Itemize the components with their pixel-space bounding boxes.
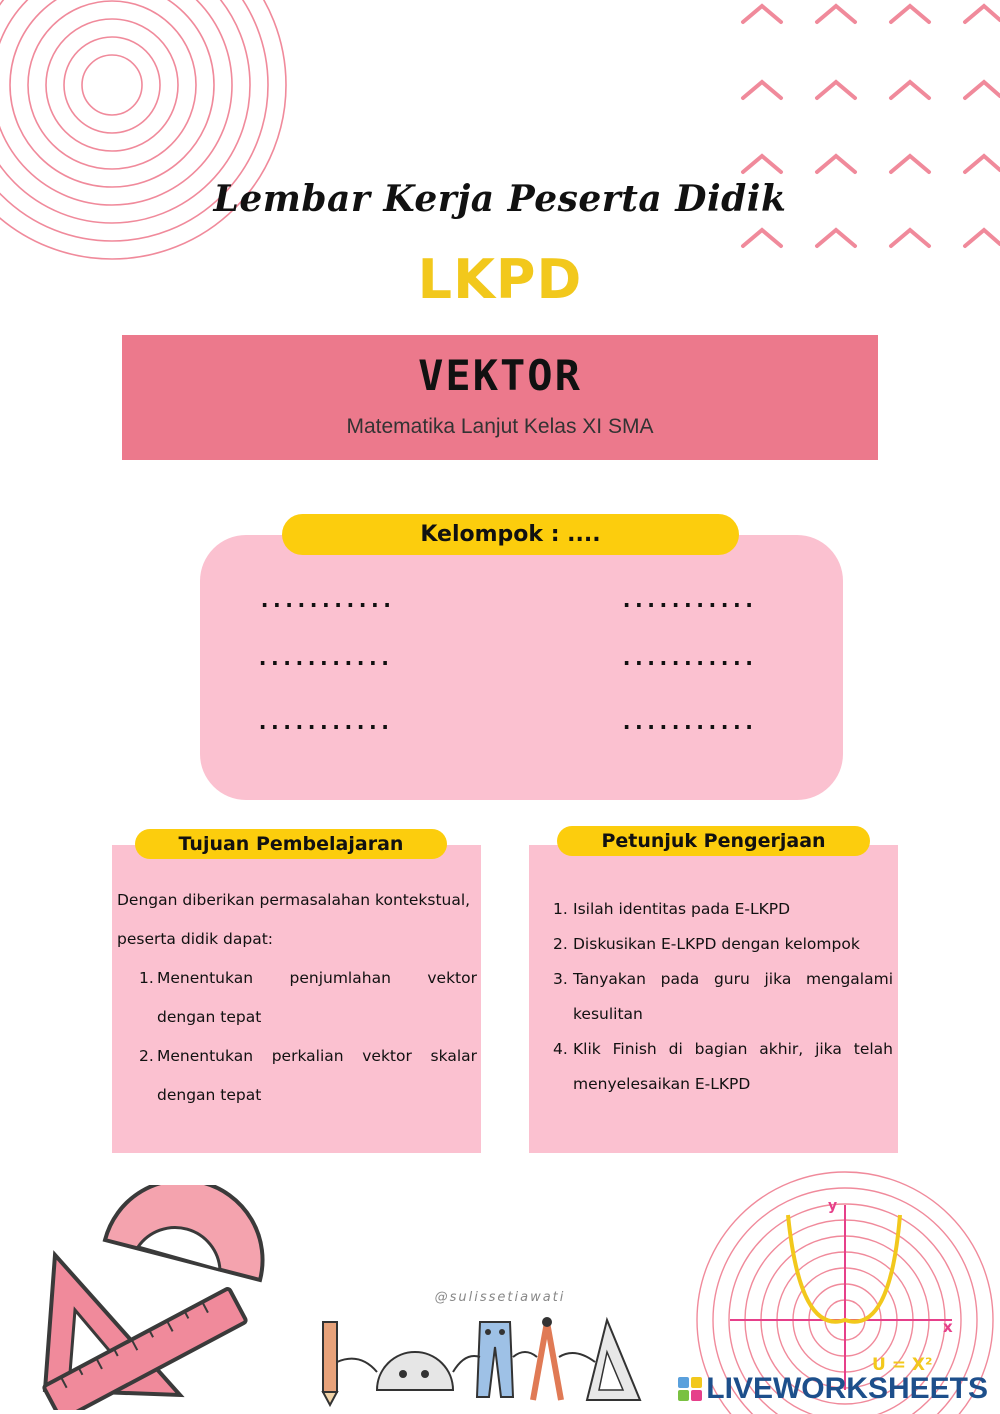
list-number: 2. xyxy=(139,1047,154,1065)
list-item-text: Menentukan perkalian vektor skalar xyxy=(157,1047,477,1065)
objectives-intro xyxy=(117,881,477,959)
member-slot[interactable]: ........... xyxy=(256,710,391,735)
list-item-text-cont: kesulitan xyxy=(573,1005,643,1023)
x-axis-label: x xyxy=(943,1318,953,1336)
worksheet-script-title: Lembar Kerja Peserta Didik xyxy=(213,178,787,220)
topic-banner xyxy=(122,335,878,460)
objectives-list xyxy=(117,959,477,1115)
watermark-text: LIVEWORKSHEETS xyxy=(706,1372,988,1405)
member-slot[interactable]: ........... xyxy=(258,588,393,613)
learning-objectives-heading: Tujuan Pembelajaran xyxy=(135,829,447,859)
topic-subtitle: Matematika Lanjut Kelas XI SMA xyxy=(346,415,654,438)
list-item-text: Diskusikan E-LKPD dengan kelompok xyxy=(573,935,860,953)
list-number: 2. xyxy=(553,935,568,953)
list-item xyxy=(553,1032,893,1102)
list-item xyxy=(553,927,893,962)
author-handle: @sulissetiawati xyxy=(434,1290,566,1305)
liveworksheets-logo-icon xyxy=(678,1377,702,1401)
member-slot[interactable]: ........... xyxy=(620,646,755,671)
member-slot[interactable]: ........... xyxy=(620,588,755,613)
topic-title: VEKTOR xyxy=(418,351,582,400)
list-number: 1. xyxy=(139,969,154,987)
worksheet-abbreviation: LKPD xyxy=(417,248,583,311)
list-item-text: Tanyakan pada guru jika mengalami xyxy=(573,970,893,988)
list-item-text-cont: dengan tepat xyxy=(157,1086,262,1104)
instructions-text xyxy=(553,892,893,1102)
list-item xyxy=(117,959,477,1037)
instructions-list xyxy=(553,892,893,1102)
list-item-text-cont: menyelesaikan E-LKPD xyxy=(573,1075,751,1093)
member-slot[interactable]: ........... xyxy=(256,646,391,671)
member-slot[interactable]: ........... xyxy=(620,710,755,735)
y-axis-label: y xyxy=(828,1198,838,1214)
chevron-pattern-decoration xyxy=(735,0,1000,260)
equation-label: U = X² xyxy=(872,1355,933,1375)
list-item-text: Menentukan penjumlahan vektor xyxy=(157,969,477,987)
list-item-text-cont: dengan tepat xyxy=(157,1008,262,1026)
objectives-intro-line: peserta didik dapat: xyxy=(117,930,274,948)
list-item xyxy=(553,962,893,1032)
list-item xyxy=(117,1037,477,1115)
concentric-circles-decoration xyxy=(0,0,290,275)
learning-objectives-text xyxy=(117,881,477,1115)
stationery-characters-illustration xyxy=(315,1312,655,1407)
list-number: 4. xyxy=(553,1040,568,1058)
list-item-text: Klik Finish di bagian akhir, jika telah xyxy=(573,1040,893,1058)
objectives-intro-line: Dengan diberikan permasalahan kontekstual, xyxy=(117,891,471,909)
liveworksheets-watermark[interactable] xyxy=(678,1372,988,1406)
instructions-heading: Petunjuk Pengerjaan xyxy=(557,826,870,856)
group-label: Kelompok : .... xyxy=(282,514,739,555)
list-number: 1. xyxy=(553,900,568,918)
list-item-text: Isilah identitas pada E-LKPD xyxy=(573,900,791,918)
list-item xyxy=(553,892,893,927)
list-number: 3. xyxy=(553,970,568,988)
